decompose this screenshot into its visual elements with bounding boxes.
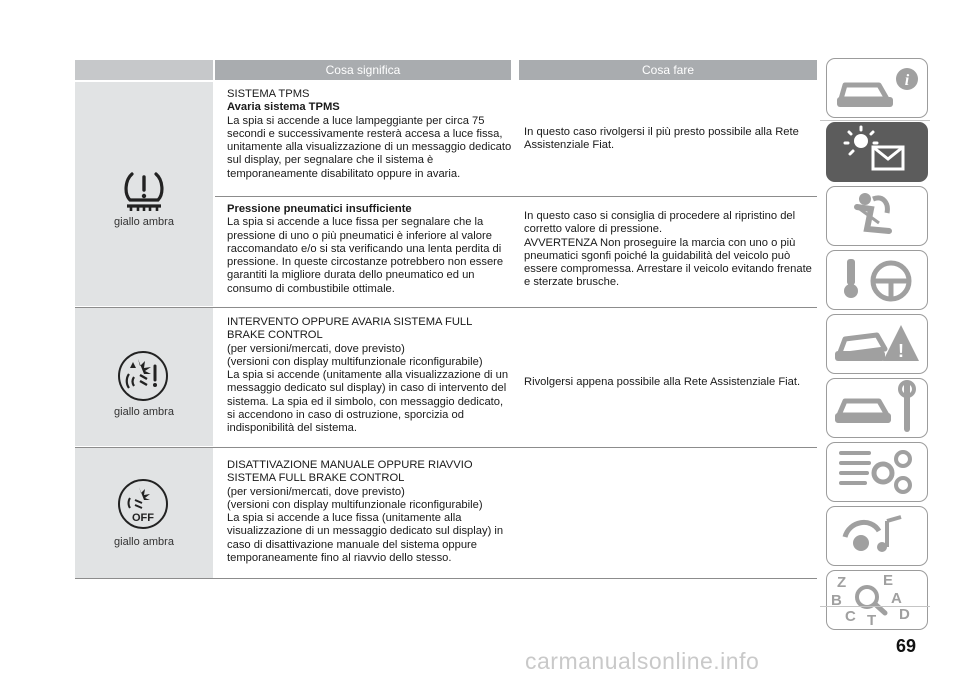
header-icon-column <box>75 60 213 80</box>
page-number: 69 <box>895 636 916 656</box>
index-letter: T <box>867 612 877 629</box>
tab-multimedia[interactable] <box>826 506 928 566</box>
row-divider <box>75 307 817 308</box>
technical-data-icon <box>827 443 927 501</box>
row-fbc-description <box>227 316 512 436</box>
row-text: (per versioni/mercati, dove previsto) (versioni con display multifunzionale riconfigurabile) La spia si accende a luce fissa (unitamente alla visualizzazione di un messaggio dedicato sul display) in caso di disattivazione manuale del sistema oppure temporaneamente fino al riavvio dello stesso. <box>227 485 504 565</box>
tpms-warning-icon <box>119 168 169 214</box>
off-label: OFF <box>132 512 154 524</box>
row-text: La spia si accende a luce fissa per segnalare che la pressione di uno o più pneumatici è inferiore al valore raccomandato e/o si sta verificando una lenta perdita di pressione. In queste circostanze potrebbero non essere garantiti la migliore durata dello pneumatico ed un consumo di combustibile ottimale. <box>227 216 504 295</box>
warning-lights-messages-icon <box>827 123 927 181</box>
tab-divider <box>820 120 930 121</box>
row-tpms-action: In questo caso rivolgersi il più presto possibile alla Rete Assistenziale Fiat. <box>524 126 799 152</box>
color-label: giallo ambra <box>114 216 174 228</box>
index-letter: Z <box>837 574 847 591</box>
header-action: Cosa fare <box>519 60 817 80</box>
svg-text:!: ! <box>898 341 904 361</box>
row-divider <box>75 447 817 448</box>
tab-safety[interactable] <box>826 186 928 246</box>
header-meaning: Cosa significa <box>215 60 511 80</box>
tab-divider <box>820 606 930 607</box>
row-fbc-action: Rivolgersi appena possibile alla Rete Assistenziale Fiat. <box>524 376 801 388</box>
row-title: INTERVENTO OPPURE AVARIA SISTEMA FULL BRAKE CONTROL <box>227 316 472 342</box>
car-info-icon <box>827 59 927 117</box>
row-text: La spia si accende a luce lampeggiante per circa 75 secondi e successivamente resterà accesa a luce fissa, unitamente alla visualizzazione di un messaggio dedicato sul display, per segnalare che il sistema è temporaneamente disabilitato oppure in avaria. <box>227 114 512 180</box>
row-title: SISTEMA TPMS <box>227 88 310 100</box>
tab-technical-data[interactable] <box>826 442 928 502</box>
tab-car-info[interactable] <box>826 58 928 118</box>
icon-cell-fbc <box>75 308 213 446</box>
index-letter: C <box>845 608 856 625</box>
index-letter: B <box>831 592 842 609</box>
multimedia-icon <box>827 507 927 565</box>
emergency-icon <box>827 315 927 373</box>
svg-text:i: i <box>904 72 910 89</box>
index-icon <box>827 571 927 629</box>
icon-cell-fbc-off <box>75 448 213 578</box>
row-pressure-action: In questo caso si consiglia di procedere al ripristino del corretto valore di pressione. AVVERTENZA Non proseguire la marcia con uno o più pneumatici sgonfi poiché la guidabilità del veicolo può essere compromessa. Arrestare il veicolo evitando frenate e sterzate brusche. <box>524 210 812 289</box>
tab-index[interactable] <box>826 570 928 630</box>
tab-emergency[interactable] <box>826 314 928 374</box>
color-label: giallo ambra <box>114 536 174 548</box>
icon-cell-tpms <box>75 82 213 306</box>
row-title: Pressione pneumatici insufficiente <box>227 203 412 215</box>
starting-driving-icon <box>827 251 927 309</box>
row-subtitle: Avaria sistema TPMS <box>227 101 340 114</box>
row-text: (per versioni/mercati, dove previsto) (versioni con display multifunzionale riconfigurabile) La spia si accende (unitamente alla visualizzazione di un messaggio dedicato sul display) in caso di intervento del sistema. La spia ed il simbolo, con messaggio dedicato, si accendono in caso di ostruzione, sporcizia od indisponibilità del sistema. <box>227 342 509 435</box>
color-label: giallo ambra <box>114 406 174 418</box>
full-brake-control-off-icon <box>117 478 169 530</box>
safety-airbag-icon <box>827 187 927 245</box>
tab-warning-lights[interactable] <box>826 122 928 182</box>
row-title: DISATTIVAZIONE MANUALE OPPURE RIAVVIO SISTEMA FULL BRAKE CONTROL <box>227 459 473 485</box>
table-bottom-line <box>75 578 817 579</box>
tab-starting-driving[interactable] <box>826 250 928 310</box>
table-header <box>75 60 817 80</box>
row-fbc-off-description <box>227 459 512 565</box>
maintenance-icon <box>827 379 927 437</box>
index-letter: A <box>891 590 902 607</box>
index-letter: E <box>883 572 894 589</box>
row-pressure-description <box>227 203 512 296</box>
index-letter: D <box>899 606 910 623</box>
full-brake-control-failure-icon <box>117 350 169 402</box>
tab-maintenance[interactable] <box>826 378 928 438</box>
watermark: carmanualsonline.info <box>525 648 760 674</box>
row-tpms-description <box>227 88 512 181</box>
row-divider <box>215 196 817 197</box>
